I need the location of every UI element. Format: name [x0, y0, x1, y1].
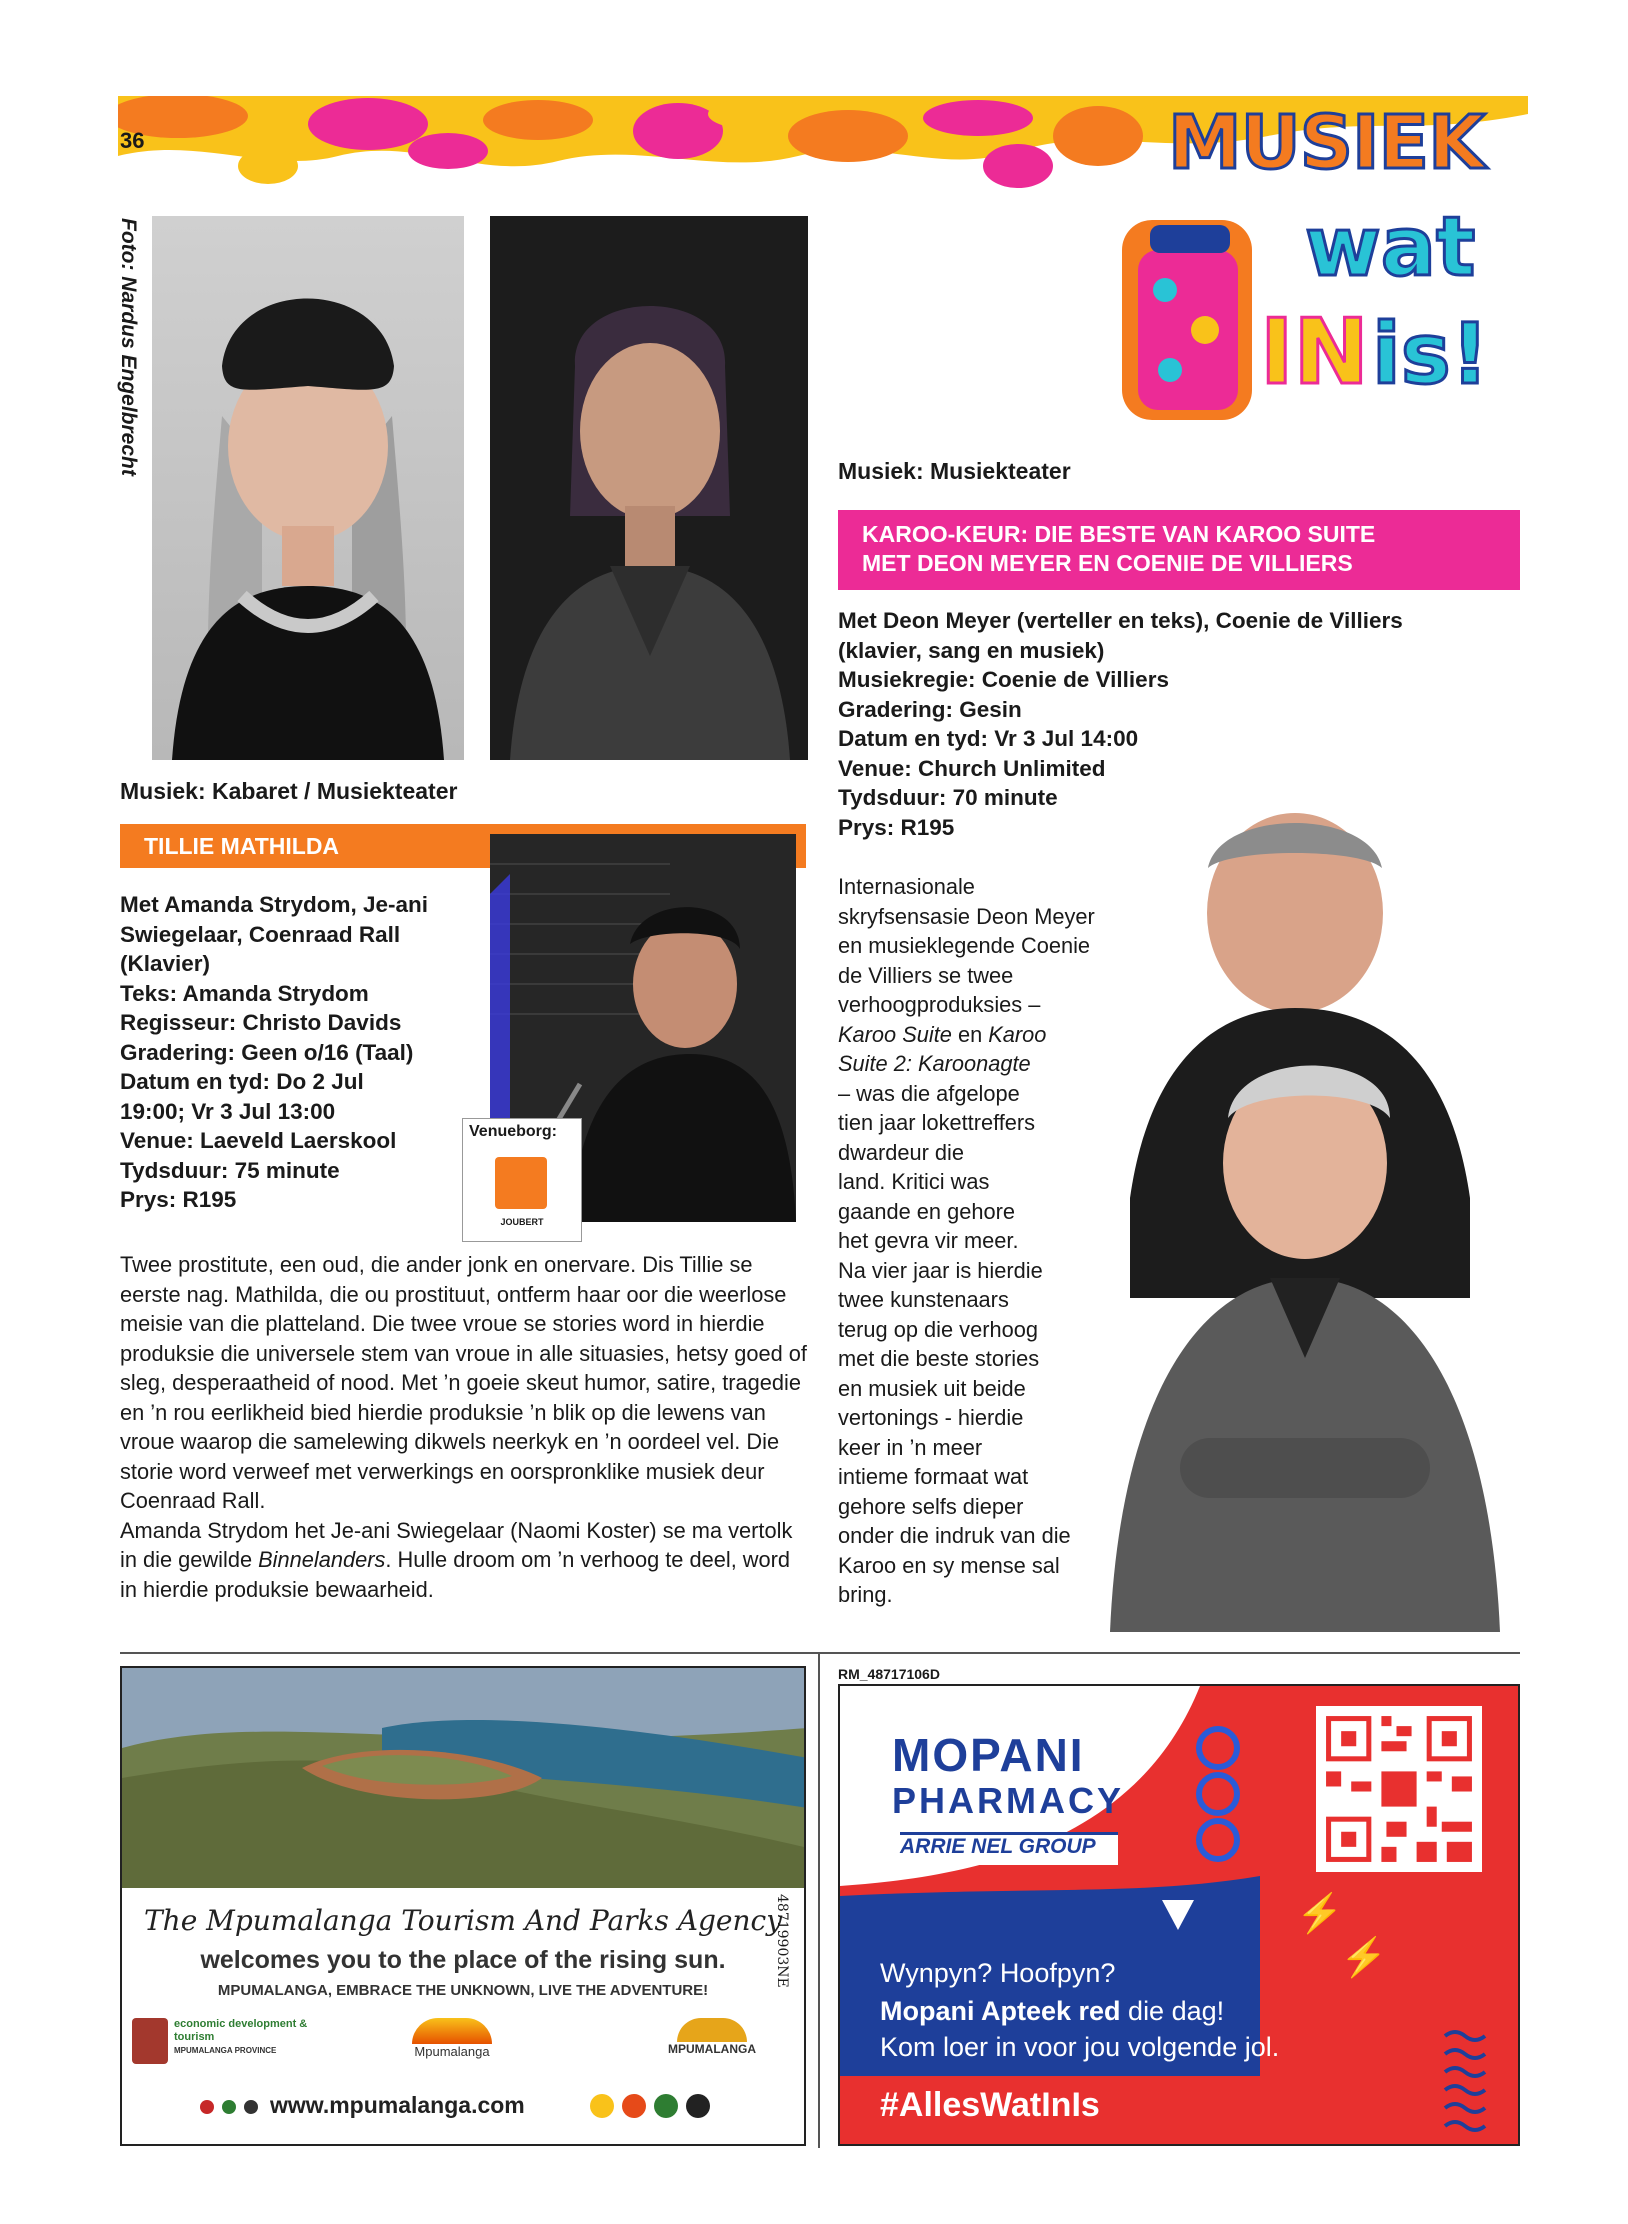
- detail-line: (Klavier): [120, 951, 211, 976]
- photo-amanda-strydom: [152, 216, 464, 760]
- triangle-icon: [1162, 1900, 1194, 1930]
- ring-icon: [1196, 1726, 1240, 1770]
- logo-word-is: is!: [1372, 305, 1490, 403]
- detail-line: Regisseur: Christo Davids: [120, 1010, 402, 1035]
- right-title-line-2: MET DEON MEYER EN COENIE DE VILLIERS: [862, 550, 1353, 576]
- lightning-icon: ⚡: [1340, 1937, 1388, 1979]
- right-title-line-1: KAROO-KEUR: DIE BESTE VAN KAROO SUITE: [862, 521, 1376, 547]
- photo-je-ani-swiegelaar: [490, 216, 808, 760]
- detail-line: Prys: R195: [838, 814, 955, 840]
- mopani-pharmacy-ad: [838, 1684, 1520, 2146]
- mpumalanga-tourism-ad: [120, 1666, 806, 2146]
- wave-pattern-icon: [1440, 2026, 1500, 2136]
- logo-word-wat: wat: [1305, 200, 1476, 295]
- detail-line: Venue: Church Unlimited: [838, 755, 1106, 781]
- ad-tagline: MPUMALANGA, EMBRACE THE UNKNOWN, LIVE THE ADVENTURE!: [217, 1982, 709, 1999]
- mpumalanga-rising-sun-logo: MPUMALANGA: [642, 2018, 782, 2056]
- x-icon: [654, 2094, 678, 2118]
- joubert-logo: [495, 1157, 547, 1209]
- detail-line: Swiegelaar, Coenraad Rall: [120, 921, 401, 947]
- brand-mopani: MOPANI: [892, 1729, 1085, 1781]
- logo-word-musiek: MUSIEK: [1168, 100, 1485, 186]
- economic-development-logo: economic development & tourism MPUMALANGA PROVINCE: [174, 2018, 308, 2055]
- ad-code-vertical: 48719903NE: [774, 1894, 790, 1988]
- canyon-landscape: [122, 1668, 806, 1888]
- ring-icon: [1196, 1818, 1240, 1862]
- right-body: Internasionale skryfsensasie Deon Meyer en musieklegende Coenie de Villiers se twee verhoogproduksies – Karoo Suite en Karoo Suite 2: Karoonagte – was die afgelope tien jaar lokettreffers dwardeur die land. Kritici was gaande en gehore het gevra vir meer. Na vier jaar is hierdie twee kunstenaars terug op die verhoog met die beste stories en musiek uit beide vertonings - hierdie keer in ’n meer intieme formaat wat gehore selfs dieper onder die indruk van die Karoo en sy mense sal bring.: [838, 874, 1095, 1607]
- detail-line: Tydsduur: 70 minute: [838, 785, 1058, 810]
- instagram-icon: [622, 2094, 646, 2118]
- right-title-bar: [838, 510, 1520, 590]
- logo-word-in: IN: [1260, 300, 1369, 405]
- black-dot-icon: [244, 2100, 258, 2114]
- venue-sponsor-badge: [462, 1118, 582, 1242]
- left-title: TILLIE MATHILDA: [144, 833, 340, 859]
- detail-line: Datum en tyd: Vr 3 Jul 14:00: [838, 726, 1139, 751]
- ad-line-1: Wynpyn? Hoofpyn?: [880, 1958, 1116, 1988]
- left-details: [120, 890, 428, 1215]
- tiktok-icon: [686, 2094, 710, 2118]
- ad-website: www.mpumalanga.com: [270, 2092, 525, 2118]
- detail-line: Tydsduur: 75 minute: [120, 1157, 340, 1183]
- lightning-icon: ⚡: [1296, 1893, 1344, 1935]
- detail-line: Met Deon Meyer (verteller en teks), Coenie de Villiers: [838, 608, 1403, 633]
- ad-hashtag: #AllesWatInIs: [880, 2086, 1100, 2124]
- detail-line: 19:00; Vr 3 Jul 13:00: [120, 1098, 336, 1124]
- mpumalanga-logo: Mpumalanga: [372, 2018, 532, 2059]
- brand-pharmacy: PHARMACY: [892, 1780, 1125, 1821]
- detail-line: Datum en tyd: Do 2 Jul: [120, 1069, 364, 1094]
- green-dot-icon: [222, 2100, 236, 2114]
- ring-icon: [1196, 1772, 1240, 1816]
- ad-headline: The Mpumalanga Tourism And Parks Agency: [143, 1904, 783, 1937]
- photo-credit: Foto: Nardus Engelbrecht: [117, 218, 140, 476]
- page-number: 36: [120, 128, 145, 153]
- ad-line-2: Mopani Apteek red die dag!: [880, 1996, 1225, 2026]
- detail-line: Gradering: Geen o/16 (Taal): [120, 1039, 414, 1065]
- photo-deon-meyer-coenie-de-villiers: [1090, 798, 1504, 1632]
- facebook-icon: [590, 2094, 614, 2118]
- left-body-paragraph-2: Amanda Strydom het Je-ani Swiegelaar (Naomi Koster) se ma vertolk in die gewilde Binnelanders. Hulle droom om ’n verhoog te deel, word in hierdie produksie bewaarheid.: [120, 1517, 793, 1602]
- vertical-divider: [818, 1652, 820, 2148]
- horizontal-divider: [120, 1652, 1520, 1654]
- qr-code[interactable]: [1316, 1706, 1482, 1872]
- musiek-wat-in-is-logo: [1110, 100, 1520, 440]
- right-category: Musiek: Musiekteater: [838, 458, 1071, 484]
- coat-of-arms-icon: [132, 2018, 168, 2064]
- detail-line: Prys: R195: [120, 1187, 237, 1212]
- left-body: [120, 1250, 810, 1604]
- ad-subline: welcomes you to the place of the rising sun.: [200, 1946, 726, 1974]
- joubert-logo-text: JOUBERT: [500, 1217, 544, 1227]
- left-body-paragraph-1: Twee prostitute, een oud, die ander jonk en onervare. Dis Tillie se eerste nag. Mathilda, die ou prostituut, ontferm haar oor die weerlose meisie van die platteland. Die twee vroue se stories word in hierdie produksie die universele stem van vroue in alle situasies, hetsy goed of sleg, desperaatheid of nood. Met ’n goeie skeut humor, satire, tragedie en ’n rou eerlikheid bied hierdie produksie ’n blik op die lewens van vroue waarop die samelewing dikwels neerkyk en ’n oordeel vel. Die storie word verweef met verwerkings en oorspronklike musiek deur Coenraad Rall.: [120, 1252, 807, 1513]
- left-category: Musiek: Kabaret / Musiekteater: [120, 778, 458, 804]
- venue-sponsor-label: Venueborg:: [469, 1123, 558, 1140]
- detail-line: Gradering: Gesin: [838, 696, 1022, 722]
- detail-line: Teks: Amanda Strydom: [120, 980, 369, 1006]
- detail-line: (klavier, sang en musiek): [838, 637, 1105, 663]
- ad-code: RM_48717106D: [838, 1666, 940, 1682]
- detail-line: Musiekregie: Coenie de Villiers: [838, 667, 1169, 692]
- detail-line: Venue: Laeveld Laerskool: [120, 1128, 397, 1153]
- ad-line-3: Kom loer in voor jou volgende jol.: [880, 2032, 1280, 2062]
- detail-line: Met Amanda Strydom, Je-ani: [120, 892, 428, 917]
- arrie-nel-group: ARRIE NEL GROUP: [900, 1832, 1118, 1865]
- red-dot-icon: [200, 2100, 214, 2114]
